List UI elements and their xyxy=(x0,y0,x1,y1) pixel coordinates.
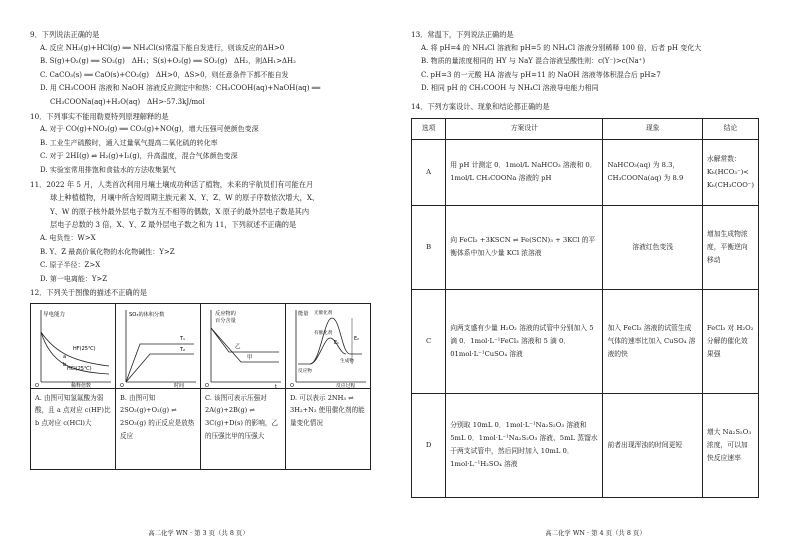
graph-c-origin: O xyxy=(205,382,209,388)
q12-caption-d: D. 可以表示 2NH₃ ⇌ 3H₂+N₂ 使用催化剂的能量变化情况 xyxy=(290,393,365,428)
q14-row-c-option: C xyxy=(412,289,446,393)
graph-a-svg xyxy=(31,304,115,388)
q13-option-d: D. 相同 pH 的 CH₃COOH 与 NH₄Cl 溶液导电能力相同 xyxy=(421,84,599,93)
graph-a-curve2: HCl(25℃) xyxy=(67,365,92,372)
q12-caption-b: B. 由图可知 2SO₂(g)+O₂(g) ⇌ 2SO₃(g) 的正反应是放热反应 xyxy=(120,393,195,440)
q14-row-b-option: B xyxy=(412,205,446,289)
q9-option-c: C. CaCO₃(s) ══ CaO(s)+CO₂(g) ΔH>0，ΔS>0，则任意条件下都不能自发 xyxy=(40,70,289,79)
graph-b-t2: T₂ xyxy=(180,346,186,353)
q9-option-d-cont: CH₃COONa(aq)+H₂O(aq) ΔH>-57.3kJ/mol xyxy=(50,97,205,106)
graph-d-label-no-cat: 无催化剂 xyxy=(314,310,333,316)
q12-caption-a: A. 由图可知氢氟酸为弱酸，且 a 点对应 c(HF)比 b 点对应 c(HCl)大 xyxy=(35,393,111,428)
graph-d-label-reactant: 反应物 xyxy=(298,368,312,374)
q10-option-c: C. 对于 2HI(g) ⇌ H₂(g)+I₂(g)，升高温度，混合气体颜色变深 xyxy=(40,152,238,161)
graph-b-xlabel: 时间 xyxy=(174,382,185,388)
q14-row-d-option: D xyxy=(412,393,446,497)
q14-header-row xyxy=(412,118,759,139)
q11-option-d: D. 第一电离能：Y>Z xyxy=(40,274,108,283)
graph-c-ylabel2: 百分含量 xyxy=(215,317,236,324)
q10-option-a: A. 对于 CO(g)+NO₂(g) ══ CO₂(g)+NO(g)，增大压强可使颜色变深 xyxy=(40,125,259,134)
q14-row-b-conclusion: 增加生成物浓度，平衡逆向移动 xyxy=(702,205,758,289)
q14-row-c-phenomenon: 加入 FeCl₃ 溶液的试管生成气体的速率比加入 CuSO₄ 溶液的快 xyxy=(603,289,702,393)
graph-a-origin: O xyxy=(35,382,39,388)
graph-d-origin: O xyxy=(290,382,294,388)
graph-c-xlabel: t xyxy=(275,383,277,388)
q12-figure-table xyxy=(30,303,371,470)
q11-option-c: C. 原子半径：Z>X xyxy=(40,261,101,270)
q9-option-d: D. 用 CH₃COOH 溶液和 NaOH 溶液反应测定中和热：CH₃COOH(aq)+NaOH(aq) ══ xyxy=(40,84,321,93)
q14-table xyxy=(411,118,759,498)
q13-stem: 13．常温下，下列说法正确的是 xyxy=(411,30,514,39)
q12-stem: 12．下列关于图像的描述不正确的是 xyxy=(30,288,147,298)
q9-option-a: A. 反应 NH₃(g)+HCl(g) ══ NH₄Cl(s)常温下能自发进行，则该反应的ΔH>0 xyxy=(40,43,285,52)
q14-header-option: 选项 xyxy=(412,118,446,139)
q13-option-a: A. 将 pH=4 的 NH₄Cl 溶液和 pH=5 的 NH₄Cl 溶液分别稀释 100 倍，后者 pH 变化大 xyxy=(421,43,702,52)
q14-row-d-conclusion: 增大 Na₂S₂O₃ 浓度，可以加快反应速率 xyxy=(702,393,758,497)
q14-header-design: 方案设计 xyxy=(446,118,603,139)
q14-row-a-phenomenon: NaHCO₃(aq) 为 8.3，CH₃COONa(aq) 为 8.9 xyxy=(603,139,702,205)
right-page-footer: 高二化学 WN · 第 4 页（共 8 页） xyxy=(545,529,646,537)
graph-b-origin: O xyxy=(120,382,124,388)
q13-option-c: C. pH=3 的一元酸 HA 溶液与 pH=11 的 NaOH 溶液等体积混合后 pH≥7 xyxy=(421,70,661,79)
q11-option-b: B. Y、Z 最高价氧化物的水化物碱性：Y>Z xyxy=(40,247,175,256)
q14-row-a-conclusion: 水解常数：Kₕ(HCO₃⁻)< Kₕ(CH₃COO⁻) xyxy=(702,139,758,205)
graph-c-series-yi: 乙 xyxy=(235,343,241,350)
q12-graph-d xyxy=(286,304,370,388)
q14-row-b-design: 向 FeCl₃ +3KSCN ⇌ Fe(SCN)₃ + 3KCl 的平衡体系中加入少量 KCl 浓溶液 xyxy=(446,205,603,289)
q14-row-d xyxy=(412,393,759,497)
q12-graph-c xyxy=(201,304,285,388)
q11-stem-line2: 球上种植植物，月壤中所含短周期主族元素 X、Y、Z、W 的原子序数依次增大，X、 xyxy=(50,193,320,203)
q10-stem: 10．下列事实不能用勒夏特列原理解释的是 xyxy=(30,111,169,121)
q14-row-a xyxy=(412,139,759,205)
q14-row-b-phenomenon: 溶液红色变浅 xyxy=(603,205,702,289)
graph-d-xlabel: 反应过程 xyxy=(336,383,356,388)
q10-option-d: D. 实验室常用排饱和食盐水的方法收集氯气 xyxy=(40,165,176,174)
q11-stem-line3: Y、W 的原子核外最外层电子数为互不相等的偶数，X 原子的最外层电子数是其内 xyxy=(50,206,310,216)
graph-a-ylabel: 导电能力 xyxy=(43,311,66,318)
q14-row-d-design: 分别取 10mL 0．1mol·L⁻¹Na₂S₂O₃ 溶液和 5mL 0．1mol·L⁻¹Na₂S₂O₃ 溶液、5mL 蒸馏水于两支试管中，然后同时加入 10mL 0．1mol·L⁻¹H₂SO₄ 溶液 xyxy=(446,393,603,497)
right-page xyxy=(397,0,794,546)
q14-row-c xyxy=(412,289,759,393)
q12-graph-a xyxy=(31,304,115,388)
q14-header-conclusion: 结论 xyxy=(702,118,758,139)
q12-graph-b xyxy=(116,304,200,388)
q14-row-a-design: 用 pH 计测定 0．1mol/L NaHCO₃ 溶液和 0．1mol/L CH₃COONa 溶液的 pH xyxy=(446,139,603,205)
q14-row-c-design: 向两支盛有少量 H₂O₂ 溶液的试管中分别加入 5 滴 0．1mol·L⁻¹FeCl₃ 溶液和 5 滴 0．01mol·L⁻¹CuSO₄ 溶液 xyxy=(446,289,603,393)
graph-a-xlabel: 稀释倍数 xyxy=(71,382,92,388)
q11-stem: 11．2022 年 5 月，人类首次利用月壤土壤成功种活了植物，未来的宇航员们有可能在月 xyxy=(30,179,314,189)
graph-b-ylabel: SO₃的体积分数 xyxy=(129,311,165,318)
graph-d-ylabel: 能量 xyxy=(298,310,309,317)
graph-c-series-jia: 甲 xyxy=(247,354,253,361)
graph-c-svg xyxy=(201,304,285,388)
graph-b-t1: T₁ xyxy=(180,335,186,342)
graph-b-svg xyxy=(116,304,200,388)
graph-d-e2: E₂ xyxy=(354,336,359,342)
graph-a-point-a: a xyxy=(63,353,67,360)
q14-header-phenomenon: 现象 xyxy=(603,118,702,139)
q14-row-c-conclusion: FeCl₃ 对 H₂O₂ 分解的催化效果强 xyxy=(702,289,758,393)
graph-a-point-b: b xyxy=(63,361,67,368)
graph-d-e1: E₁ xyxy=(334,340,339,346)
graph-c-ylabel1: 反应物的 xyxy=(215,310,236,317)
graph-d-label-product: 生成物 xyxy=(340,358,354,364)
left-page-footer: 高二化学 WN · 第 3 页（共 8 页） xyxy=(148,529,249,537)
q9-stem: 9．下列说法正确的是 xyxy=(30,30,100,39)
q12-caption-c: C. 该图可表示压强对 2A(g)+2B(g) ⇌ 3C(g)+D(s) 的影响，乙的压强比甲的压强大 xyxy=(205,393,279,440)
q11-stem-line4: 层电子总数的 3 倍，X、Y、Z 最外层电子数之和为 11，下列叙述不正确的是 xyxy=(50,220,297,230)
q14-stem: 14．下列方案设计、现象和结论都正确的是 xyxy=(411,101,550,111)
q14-row-b xyxy=(412,205,759,289)
graph-d-label-cat: 有催化剂 xyxy=(314,330,333,336)
q14-row-d-phenomenon: 前者出现浑浊的时间更短 xyxy=(603,393,702,497)
q9-option-b: B. S(g)+O₂(g) ══ SO₂(g) ΔH₁；S(s)+O₂(g) ══ SO₂(g) ΔH₂，则ΔH₁>ΔH₂ xyxy=(40,57,296,66)
q10-option-b: B. 工业生产硫酸时，通入过量氧气提高二氧化硫的转化率 xyxy=(40,138,218,147)
q13-option-b: B. 物质的量浓度相同的 HY 与 NaY 混合溶液呈酸性则：c(Y⁻)>c(Na⁺) xyxy=(421,57,646,66)
q14-row-a-option: A xyxy=(412,139,446,205)
q11-option-a: A. 电负性：W>X xyxy=(40,233,96,242)
graph-a-curve1: HF(25℃) xyxy=(73,345,96,352)
graph-d-svg xyxy=(286,304,370,388)
